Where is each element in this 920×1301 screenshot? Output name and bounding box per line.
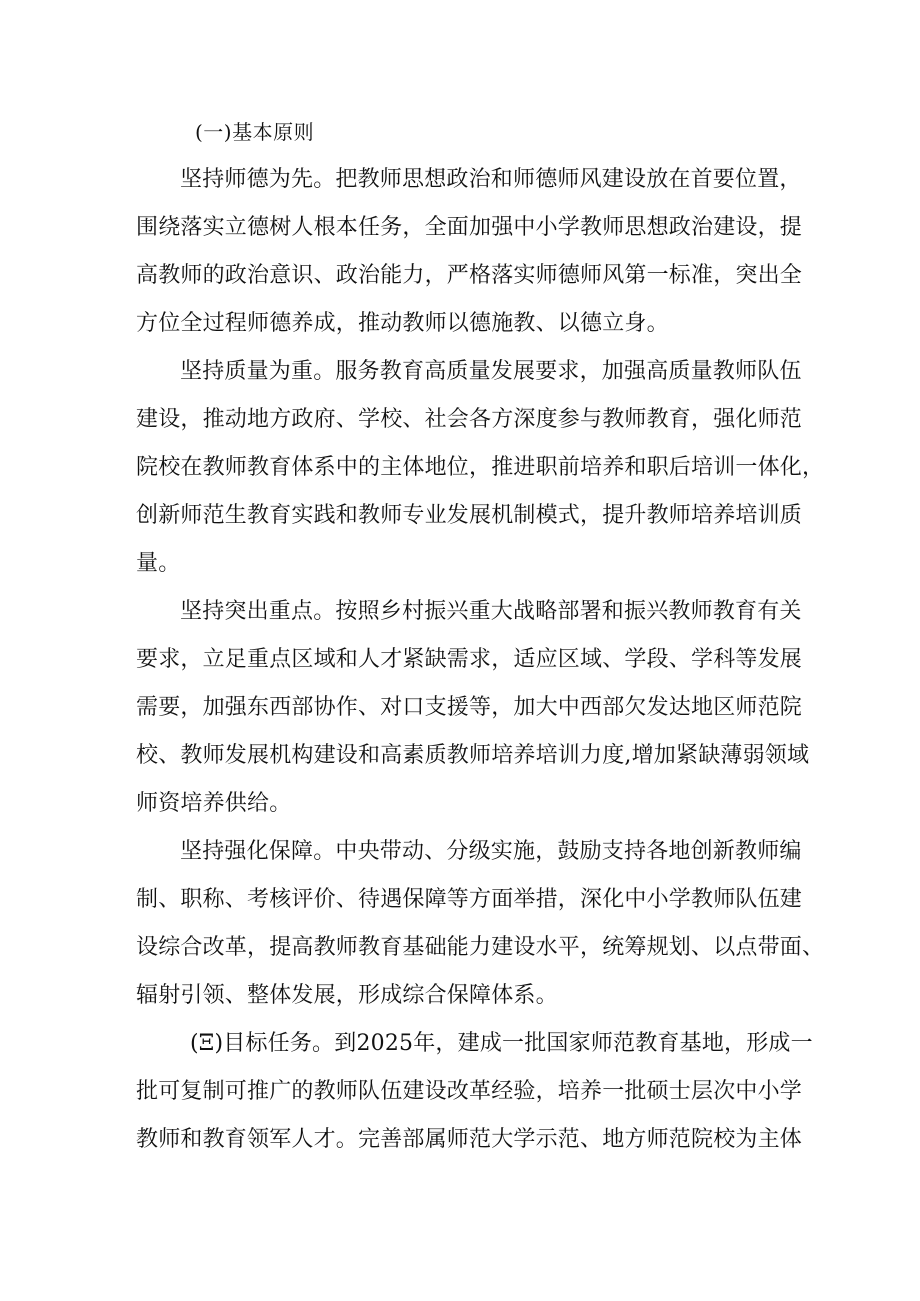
paragraph-line: 创新师范生教育实践和教师专业发展机制模式，提升教师培养培训质 bbox=[136, 503, 803, 528]
paragraph-line: 坚持突出重点。按照乡村振兴重大战略部署和振兴教师教育有关 bbox=[180, 599, 802, 624]
paragraph-line: 坚持师德为先。把教师思想政治和师德师风建设放在首要位置， bbox=[180, 167, 802, 192]
paragraph-line: 师资培养供给。 bbox=[136, 791, 292, 816]
section-heading: (一)基本原则 bbox=[195, 120, 315, 144]
paragraph-line: 坚持强化保障。中央带动、分级实施，鼓励支持各地创新教师编 bbox=[180, 839, 802, 864]
paragraph-line: 建设，推动地方政府、学校、社会各方深度参与教师教育，强化师范 bbox=[136, 407, 803, 432]
paragraph-line: 需要，加强东西部协作、对口支援等，加大中西部欠发达地区师范院 bbox=[136, 695, 803, 720]
paragraph-line: 高教师的政治意识、政治能力，严格落实师德师风第一标准，突出全 bbox=[136, 263, 803, 288]
paragraph-line: 辐射引领、整体发展，形成综合保障体系。 bbox=[136, 983, 558, 1008]
paragraph-line: 坚持质量为重。服务教育高质量发展要求，加强高质量教师队伍 bbox=[180, 359, 802, 384]
paragraph-line: 教师和教育领军人才。完善部属师范大学示范、地方师范院校为主体 bbox=[136, 1127, 803, 1152]
paragraph-line: 要求，立足重点区域和人才紧缺需求，适应区域、学段、学科等发展 bbox=[136, 647, 803, 672]
paragraph-line: 方位全过程师德养成，推动教师以德施教、以德立身。 bbox=[136, 311, 669, 336]
paragraph-line: 量。 bbox=[136, 551, 181, 576]
paragraph-line: 制、职称、考核评价、待遇保障等方面举措，深化中小学教师队伍建 bbox=[136, 887, 803, 912]
paragraph-line: 设综合改革，提高教师教育基础能力建设水平，统筹规划、以点带面、 bbox=[136, 935, 825, 960]
paragraph-line: 围绕落实立德树人根本任务，全面加强中小学教师思想政治建设，提 bbox=[136, 215, 803, 240]
paragraph-line: 校、教师发展机构建设和高素质教师培养培训力度,增加紧缺薄弱领域 bbox=[136, 743, 810, 768]
paragraph-line: 批可复制可推广的教师队伍建设改革经验，培养一批硕士层次中小学 bbox=[136, 1079, 803, 1104]
paragraph-line: (Ξ)目标任务。到2025年，建成一批国家师范教育基地，形成一 bbox=[190, 1031, 813, 1056]
paragraph-line: 院校在教师教育体系中的主体地位，推进职前培养和职后培训一体化， bbox=[136, 455, 825, 480]
